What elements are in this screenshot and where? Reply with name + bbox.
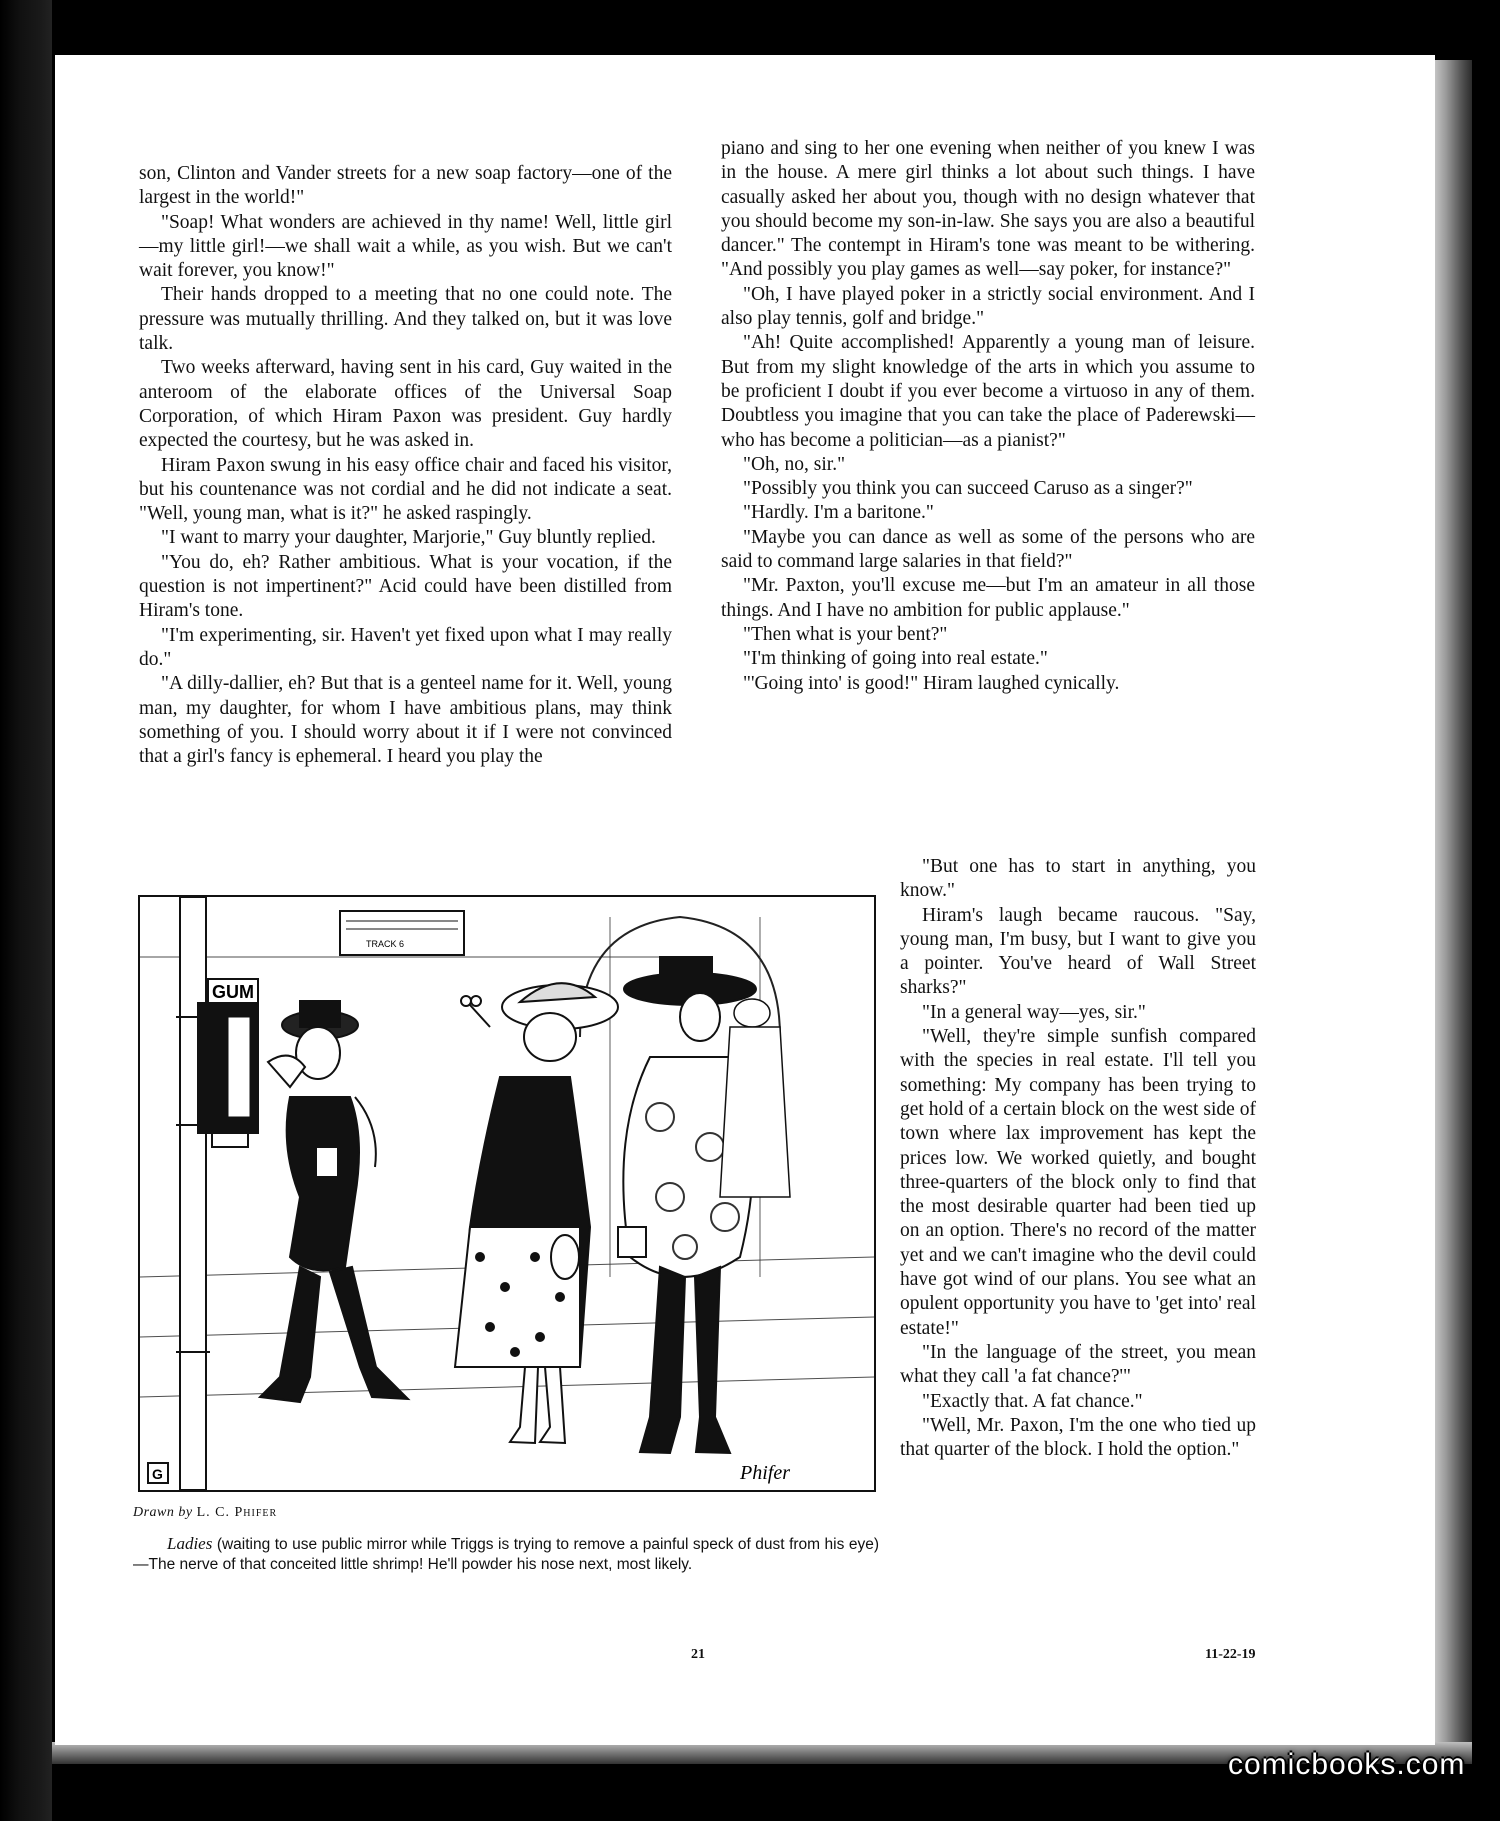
paragraph: "In the language of the street, you mean what they call 'a fat chance?'" xyxy=(900,1341,1256,1388)
paragraph: "Oh, I have played poker in a strictly social environment. And I also play tennis, golf and bridge." xyxy=(721,283,1255,330)
paragraph: "A dilly-dallier, eh? But that is a genteel name for it. Well, young man, my daughter, for whom I have ambitious plans, may think something of you. I should worry about it if I were not convinced that a girl's fancy is ephemeral. I heard you play the xyxy=(139,673,672,768)
book-spine xyxy=(0,0,52,1821)
paragraph: "In a general way—yes, sir." xyxy=(922,1001,1146,1023)
station-pillar xyxy=(180,897,206,1490)
right-text-column-bottom xyxy=(900,855,1256,1462)
paragraph: "Well, they're simple sunfish compared with the species in real estate. I'll tell you something: My company has been trying to get hold of a certain block on the west side of town where lax improvement has kept the prices low. We worked quietly, and bought three-quarters of the block only to find that the most desirable quarter had been tied up on an option. There's no record of the matter yet and we can't imagine who the devil could have got wind of our plans. You see what an opulent opportunity you have to 'get into' real estate!" xyxy=(900,1026,1256,1339)
gum-sign: GUM xyxy=(212,982,254,1002)
paragraph: "I'm experimenting, sir. Haven't yet fixed upon what I may really do." xyxy=(139,624,672,670)
paragraph: "Mr. Paxton, you'll excuse me—but I'm an amateur in all those things. And I have no ambition for public applause." xyxy=(721,575,1255,621)
paragraph: "Soap! What wonders are achieved in thy name! Well, little girl—my little girl!—we shall wait a while, as you wish. But we can't wait forever, you know!" xyxy=(139,211,672,282)
paragraph: "Maybe you can dance as well as some of the persons who are said to command large salaries in that field?" xyxy=(721,526,1255,573)
paragraph: "You do, eh? Rather ambitious. What is your vocation, if the question is not impertinent?" Acid could have been distilled from Hiram's tone. xyxy=(139,551,672,622)
paragraph: piano and sing to her one evening when neither of you knew I was in the house. A mere girl thinks a lot about such things. I have casually asked her about you, though with no design whatever that you should become my son-in-law. She says you are also a beautiful dancer." The contempt in Hiram's tone was meant to be withering. "And possibly you play games as well—say poker, for instance?" xyxy=(721,138,1255,281)
paragraph: "Ah! Quite accomplished! Apparently a young man of leisure. But from my slight knowledge of the arts in which you assume to be proficient I doubt if you ever become a virtuoso in any of them. Doubtless you imagine that you can take the place of Paderewski—who has become a politician—as a pianist?" xyxy=(721,332,1255,451)
paragraph: Their hands dropped to a meeting that no one could note. The pressure was mutually thrilling. And they talked on, but it was love talk. xyxy=(139,284,672,355)
paragraph: "Oh, no, sir." xyxy=(743,453,846,475)
paragraph: "I'm thinking of going into real estate." xyxy=(743,648,1048,670)
paragraph: "But one has to start in anything, you know." xyxy=(900,856,1256,902)
paragraph: "Well, Mr. Paxon, I'm the one who tied up that quarter of the block. I hold the option." xyxy=(900,1414,1256,1461)
illustration-caption xyxy=(133,1534,879,1574)
page-edge-right xyxy=(1432,60,1472,1760)
paragraph: Hiram Paxon swung in his easy office chair and faced his visitor, but his countenance was not cordial and he did not indicate a seat. "Well, young man, what is it?" he asked raspingly. xyxy=(139,454,672,525)
magazine-page xyxy=(55,55,1435,1745)
site-watermark: comicbooks.com xyxy=(1228,1748,1466,1781)
background-figure xyxy=(720,999,790,1197)
caption-body: (waiting to use public mirror while Triggs is trying to remove a painful speck of dust from his eye)—The nerve of that conceited little shrimp! He'll powder his nose next, most likely. xyxy=(133,1536,879,1573)
man-figure xyxy=(260,1001,408,1402)
cartoon-illustration xyxy=(138,895,876,1492)
corner-mark: G xyxy=(152,1466,163,1482)
caption-lead: Ladies xyxy=(167,1534,213,1553)
paragraph: son, Clinton and Vander streets for a new soap factory—one of the largest in the world!" xyxy=(139,163,672,209)
paragraph: "I want to marry your daughter, Marjorie," Guy bluntly replied. xyxy=(161,527,656,549)
page-number: 21 xyxy=(691,1647,705,1662)
credit-artist: L. C. Phifer xyxy=(196,1505,278,1520)
paragraph: "Possibly you think you can succeed Caruso as a singer?" xyxy=(743,478,1193,500)
paragraph: Two weeks afterward, having sent in his card, Guy waited in the anteroom of the elaborate offices of the Universal Soap Corporation, of which Hiram Paxon was president. Guy hardly expected the courtesy, but he was asked in. xyxy=(139,357,672,452)
credit-prefix: Drawn by xyxy=(133,1505,193,1520)
paragraph: Hiram's laugh became raucous. "Say, young man, I'm busy, but I want to give you a pointer. You've heard of Wall Street sharks?" xyxy=(900,904,1256,999)
issue-date: 11-22-19 xyxy=(1205,1647,1256,1662)
illustration-credit xyxy=(133,1505,277,1521)
stout-woman-figure xyxy=(455,983,618,1443)
right-text-column-top xyxy=(721,137,1255,696)
paragraph: "Hardly. I'm a baritone." xyxy=(743,502,934,524)
left-text-column xyxy=(139,162,672,769)
track-sign-label: TRACK 6 xyxy=(366,939,405,949)
track-sign xyxy=(340,911,464,955)
artist-signature: Phifer xyxy=(740,1462,790,1484)
gum-machine xyxy=(198,979,258,1147)
paragraph: "Exactly that. A fat chance." xyxy=(922,1390,1143,1412)
paragraph: "'Going into' is good!" Hiram laughed cynically. xyxy=(743,672,1120,694)
paragraph: "Then what is your bent?" xyxy=(743,623,948,645)
